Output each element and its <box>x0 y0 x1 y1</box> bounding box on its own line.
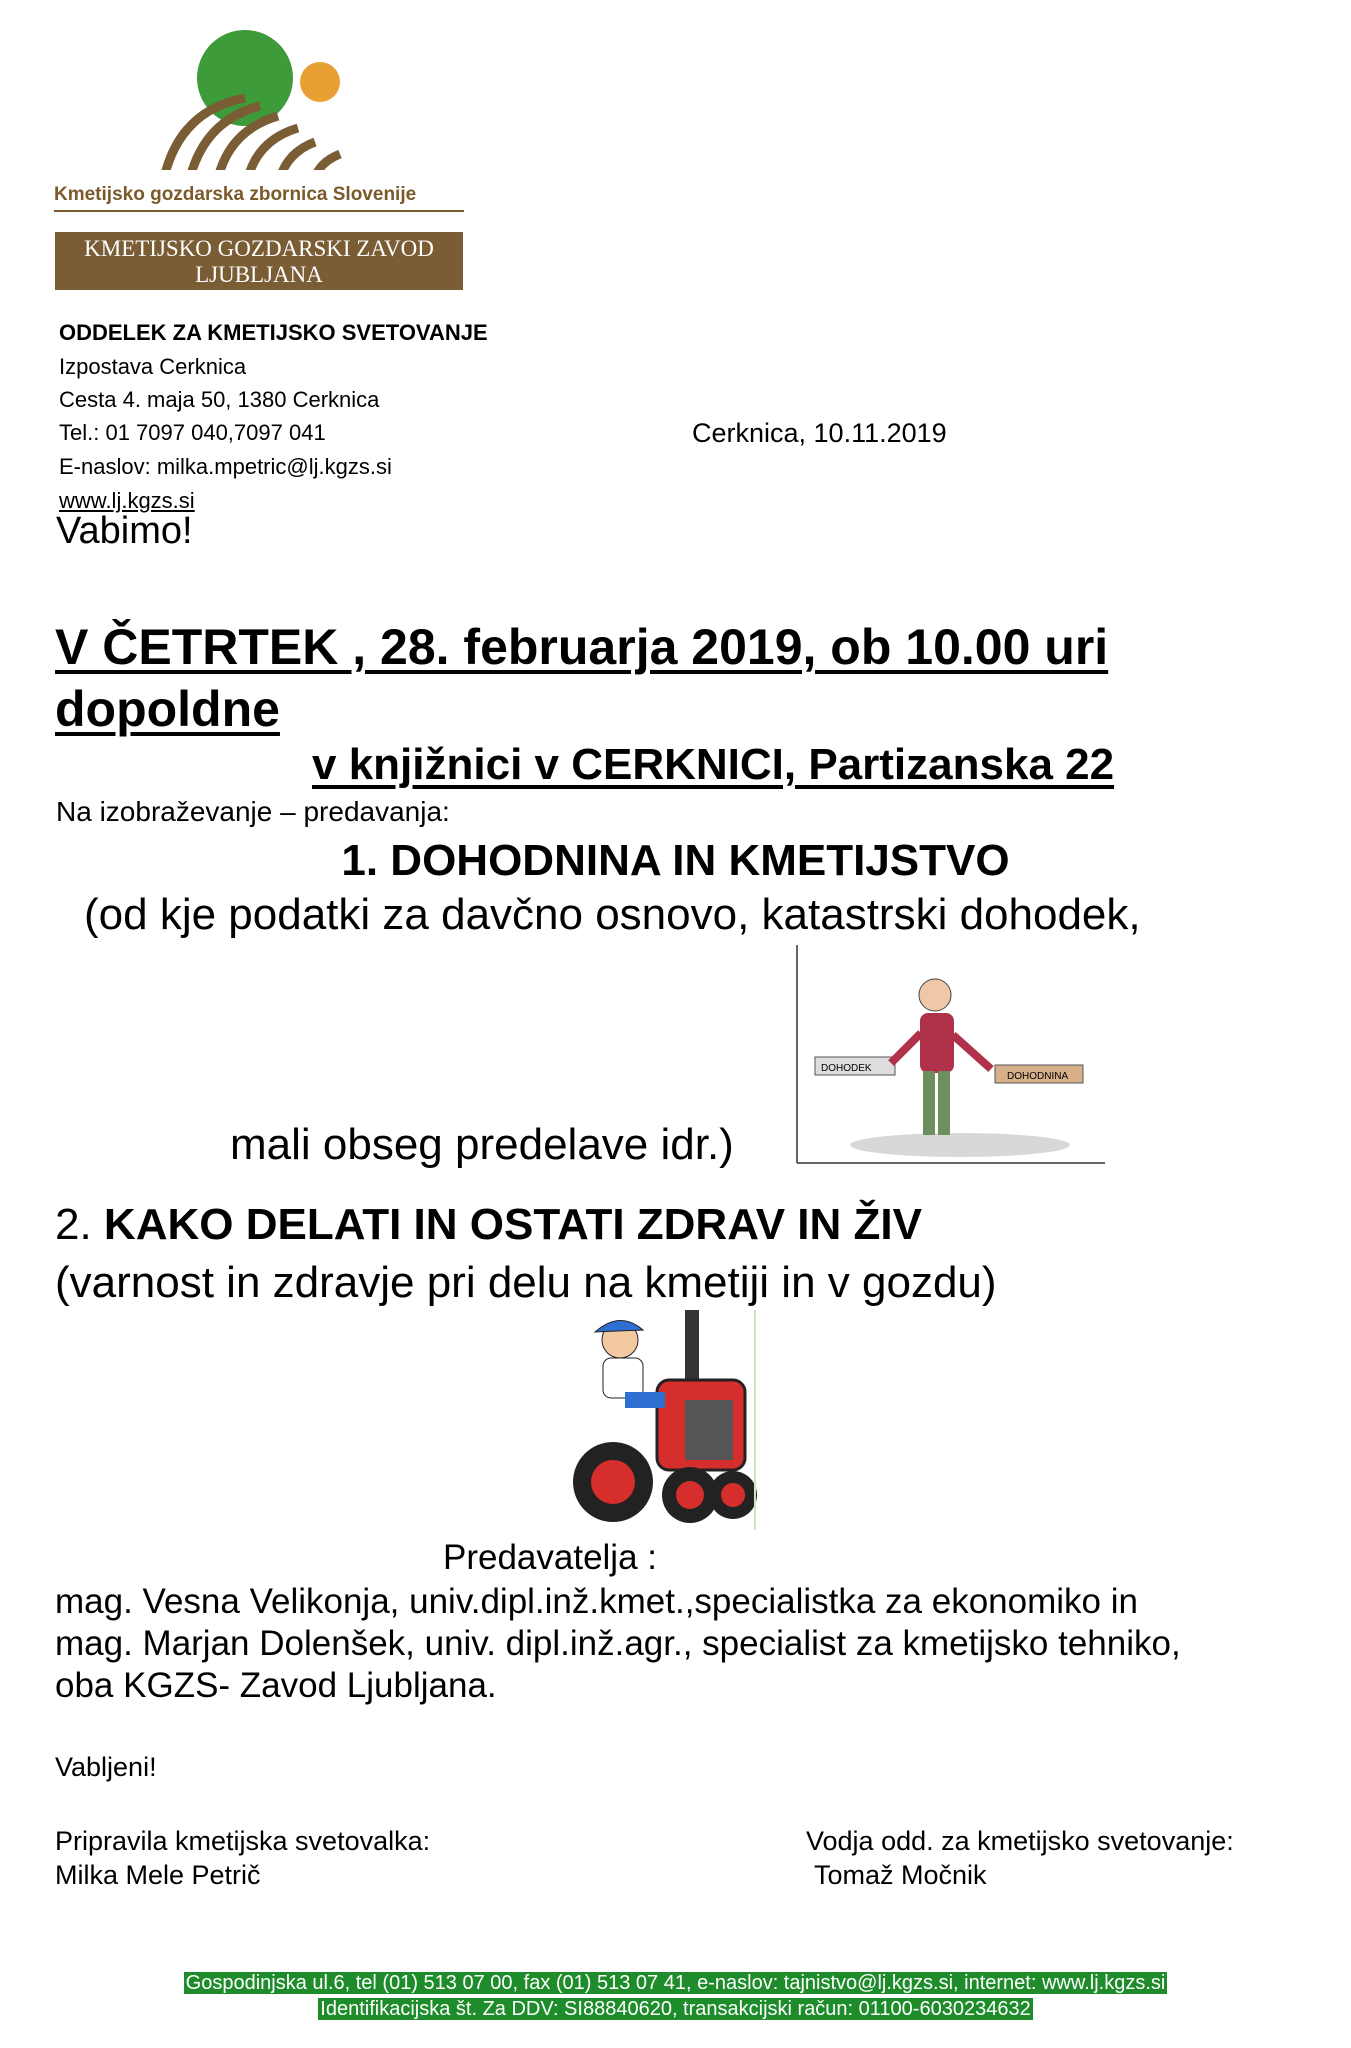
topic1-title: 1. DOHODNINA IN KMETIJSTVO <box>341 836 1010 885</box>
dohodnina-label: DOHODNINA <box>1007 1071 1069 1082</box>
zavod-line1: KMETIJSKO GOZDARSKI ZAVOD <box>84 236 434 261</box>
footer-line2: Identifikacijska št. Za DDV: SI88840620, transakcijski račun: 01100-6030234632 <box>320 1998 1031 2020</box>
signature-left-role: Pripravila kmetijska svetovalka: <box>55 1826 431 1856</box>
footer-tax <box>0 1998 1351 2021</box>
lecturers-org: oba KGZS- Zavod Ljubljana. <box>55 1666 497 1705</box>
topic2-heading: KAKO DELATI IN OSTATI ZDRAV IN ŽIV <box>91 1200 922 1249</box>
tractor-illustration <box>565 1310 765 1535</box>
topic1-description-end: mali obseg predelave idr.) <box>230 1120 734 1169</box>
dohodek-label: DOHODEK <box>821 1063 872 1074</box>
closing: Vabljeni! <box>55 1752 157 1782</box>
topic2-description: (varnost in zdravje pri delu na kmetiji in v gozdu) <box>55 1258 997 1307</box>
event-when-line1: V ČETRTEK , 28. februarja 2019, ob 10.00 uri <box>55 619 1109 675</box>
sender-web-link[interactable]: www.lj.kgzs.si <box>59 488 195 513</box>
intro-text: Na izobraževanje – predavanja: <box>56 796 450 827</box>
logo-orange-circle <box>300 62 340 102</box>
topic2-title <box>55 1200 922 1250</box>
footer-line1: Gospodinjska ul.6, tel (01) 513 07 00, fax (01) 513 07 41, e-naslov: tajnistvo@lj.kgzs.si, internet: www.lj.kgzs.si <box>185 1972 1166 1994</box>
greeting: Vabimo! <box>56 510 193 552</box>
sender-email: E-naslov: milka.mpetric@lj.kgzs.si <box>59 454 392 479</box>
zavod-line2: LJUBLJANA <box>195 262 323 287</box>
sender-department: ODDELEK ZA KMETIJSKO SVETOVANJE <box>59 320 488 345</box>
letter-date: Cerknica, 10.11.2019 <box>692 418 947 448</box>
logo-divider <box>54 210 464 212</box>
event-when-line2: dopoldne <box>55 681 280 737</box>
lecturer-1: mag. Vesna Velikonja, univ.dipl.inž.kmet.,specialistka za ekonomiko in <box>55 1582 1138 1621</box>
lecturer-2: mag. Marjan Dolenšek, univ. dipl.inž.agr., specialist za kmetijsko tehniko, <box>55 1624 1181 1663</box>
lecturers-title: Predavatelja : <box>442 1538 658 1577</box>
sender-phone: Tel.: 01 7097 040,7097 041 <box>59 420 326 445</box>
zavod-banner <box>55 232 463 290</box>
kgzs-logo <box>150 20 360 180</box>
signature-right-name: Tomaž Močnik <box>814 1860 987 1890</box>
logo-field-furrows <box>164 98 340 178</box>
income-tax-illustration <box>795 945 1105 1165</box>
sender-address: Cesta 4. maja 50, 1380 Cerknica <box>59 387 380 412</box>
signature-left-name: Milka Mele Petrič <box>55 1860 261 1890</box>
event-location: v knjižnici v CERKNICI, Partizanska 22 <box>312 740 1115 789</box>
footer-contact <box>0 1972 1351 1995</box>
topic1-description: (od kje podatki za davčno osnovo, katastrski dohodek, <box>84 890 1141 939</box>
topic2-number: 2. <box>55 1200 92 1249</box>
sender-branch: Izpostava Cerknica <box>59 354 247 379</box>
org-name: Kmetijsko gozdarska zbornica Slovenije <box>54 184 417 205</box>
signature-right-role: Vodja odd. za kmetijsko svetovanje: <box>806 1826 1234 1856</box>
